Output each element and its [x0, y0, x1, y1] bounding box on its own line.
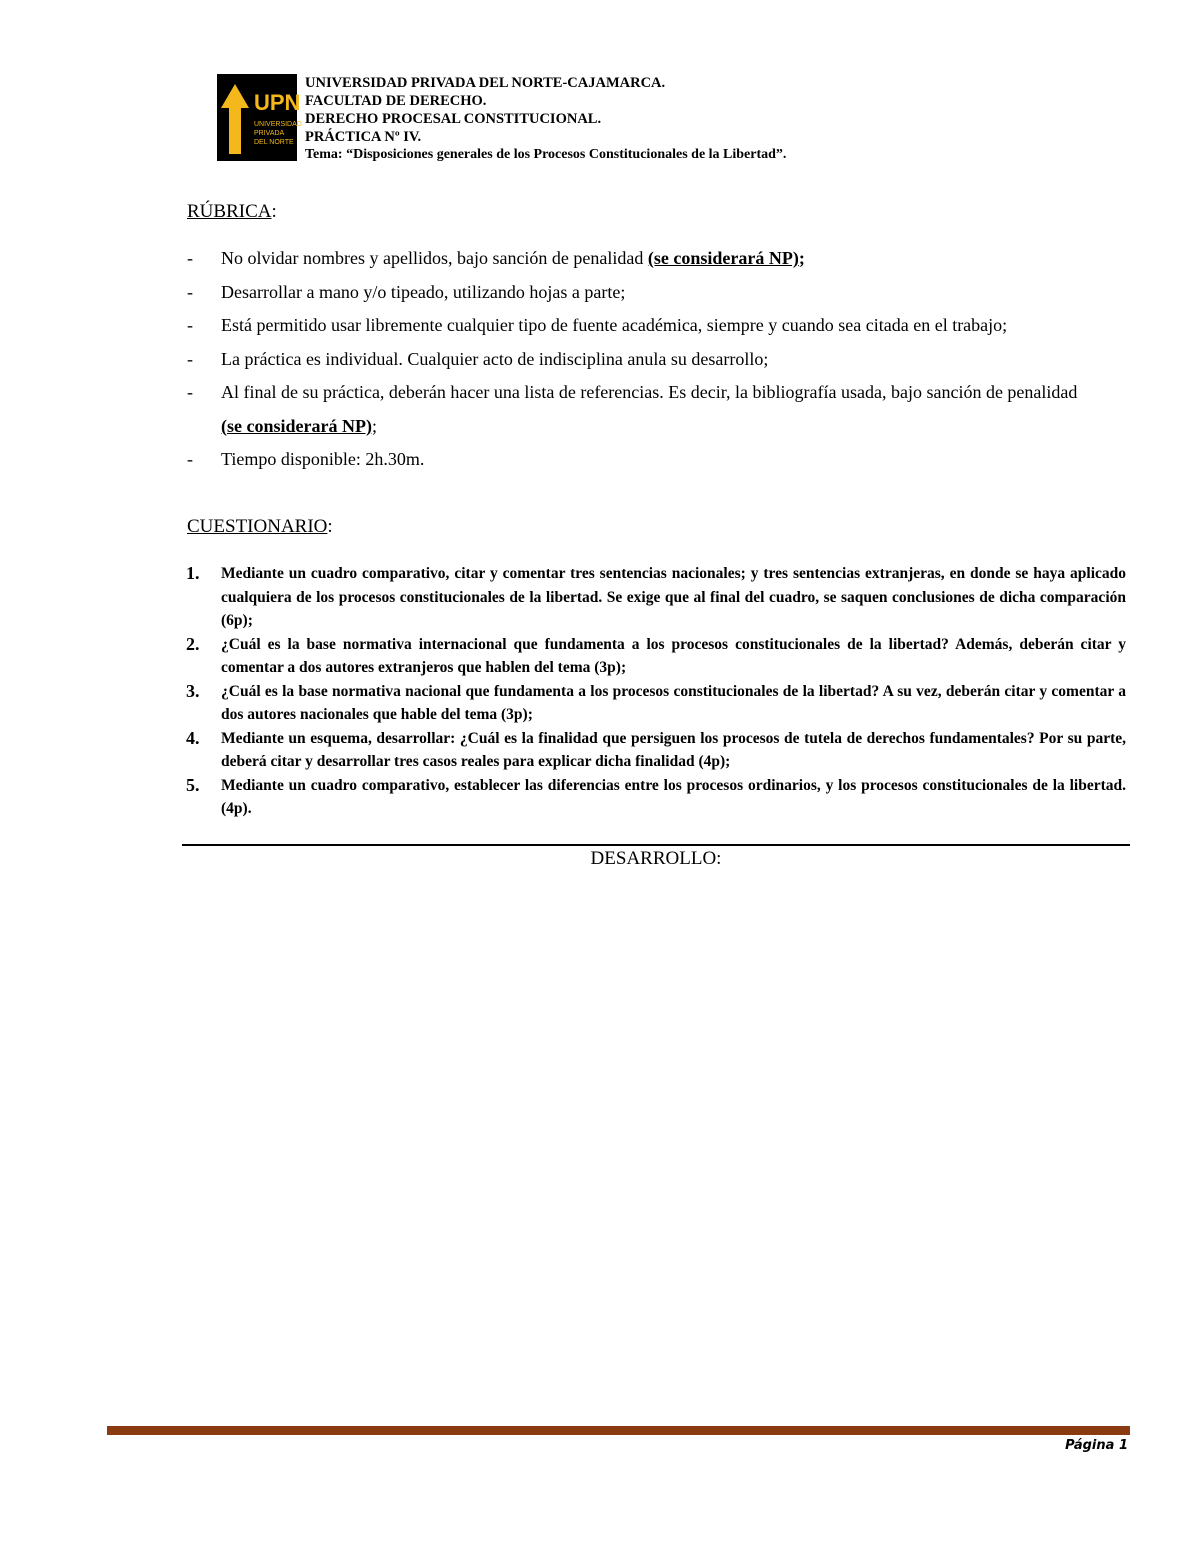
question-text: Mediante un cuadro comparativo, citar y comentar tres sentencias nacionales; y tres sentencias extranjeras, en donde se haya aplicado cualquiera de los procesos constitucionales de la libertad. Se exige que al final del cuadro, se saquen conclusiones de dicha comparación (6p);: [221, 565, 1126, 629]
header-university: UNIVERSIDAD PRIVADA DEL NORTE-CAJAMARCA.: [305, 75, 666, 91]
desarrollo-heading: DESARROLLO:: [590, 848, 722, 869]
header-practice: PRÁCTICA Nº IV.: [305, 129, 422, 145]
bullet-dash: -: [187, 449, 193, 469]
question-text: Mediante un esquema, desarrollar: ¿Cuál es la finalidad que persiguen los procesos de tutela de derechos fundamentales? Por su parte, deberá citar y desarrollar tres casos reales para explicar dicha finalidad (4p);: [221, 729, 1126, 770]
list-item: [187, 376, 1087, 443]
question-item: [186, 633, 1126, 680]
bullet-dash: -: [187, 348, 193, 369]
cuestionario-heading-text: CUESTIONARIO: [187, 516, 328, 537]
list-item: [187, 309, 1087, 343]
logo-subtext-3: DEL NORTE: [254, 139, 294, 146]
rubric-text: Tiempo disponible: 2h.30m.: [221, 449, 425, 469]
footer-bar: [107, 1426, 1130, 1435]
list-item: [187, 443, 1087, 477]
rubrica-heading-text: RÚBRICA: [187, 201, 272, 222]
question-number: 3.: [186, 680, 200, 701]
rubric-text: Desarrollar a mano y/o tipeado, utilizando hojas a parte;: [221, 281, 626, 302]
question-item: [186, 562, 1126, 633]
rubrica-heading: [187, 201, 277, 223]
list-item: [187, 242, 1087, 276]
rubric-punct: ;: [798, 248, 805, 268]
np-warning: (se considerará NP): [647, 248, 799, 268]
logo-subtext-2: PRIVADA: [254, 130, 285, 137]
rubric-punct: ;: [371, 415, 377, 436]
rubrica-list: [187, 242, 1087, 477]
question-number: 4.: [186, 727, 200, 748]
cuestionario-heading: [187, 516, 333, 538]
question-item: [186, 774, 1126, 821]
rubric-text: Al final de su práctica, deberán hacer una lista de referencias. Es decir, la bibliografía usada, bajo sanción de penalidad: [221, 382, 1078, 402]
question-text: ¿Cuál es la base normativa nacional que fundamenta a los procesos constitucionales de la libertad? A su vez, deberán citar y comentar a dos autores nacionales que hable del tema (3p);: [221, 682, 1126, 723]
np-warning: (se considerará NP): [221, 415, 372, 436]
rubric-text: No olvidar nombres y apellidos, bajo sanción de penalidad: [221, 248, 648, 268]
bullet-dash: -: [187, 315, 193, 335]
question-item: [186, 680, 1126, 727]
section-divider: [182, 844, 1130, 846]
bullet-dash: -: [187, 382, 193, 402]
rubrica-heading-colon: :: [271, 201, 277, 222]
bullet-dash: -: [187, 248, 193, 268]
question-number: 1.: [186, 563, 200, 583]
list-item: [187, 276, 1087, 310]
question-text: ¿Cuál es la base normativa internacional que fundamenta a los procesos constitucionales de la libertad? Además, deberán citar y comentar a dos autores extranjeros que hablen del tema (3p);: [221, 635, 1126, 676]
upn-logo: [217, 74, 302, 161]
page-number: Página 1: [1065, 1438, 1128, 1453]
cuestionario-list: [186, 562, 1126, 821]
question-number: 2.: [186, 633, 200, 654]
rubric-text: Está permitido usar libremente cualquier tipo de fuente académica, siempre y cuando sea citada en el trabajo;: [221, 315, 1008, 335]
list-item: [187, 343, 1087, 377]
rubric-text: La práctica es individual. Cualquier acto de indisciplina anula su desarrollo;: [221, 348, 769, 369]
header-course: DERECHO PROCESAL CONSTITUCIONAL.: [305, 111, 602, 127]
logo-subtext-1: UNIVERSIDAD: [254, 121, 302, 128]
bullet-dash: -: [187, 281, 193, 302]
question-text: Mediante un cuadro comparativo, establecer las diferencias entre los procesos ordinarios, y los procesos constitucionales de la libertad. (4p).: [221, 776, 1126, 817]
header-faculty: FACULTAD DE DERECHO.: [305, 93, 487, 109]
document-header: [305, 74, 1105, 164]
question-number: 5.: [186, 774, 200, 795]
cuestionario-heading-colon: :: [327, 516, 333, 537]
header-topic: Tema: “Disposiciones generales de los Procesos Constitucionales de la Libertad”.: [305, 147, 787, 162]
logo-text: UPN: [254, 90, 301, 115]
question-item: [186, 727, 1126, 774]
